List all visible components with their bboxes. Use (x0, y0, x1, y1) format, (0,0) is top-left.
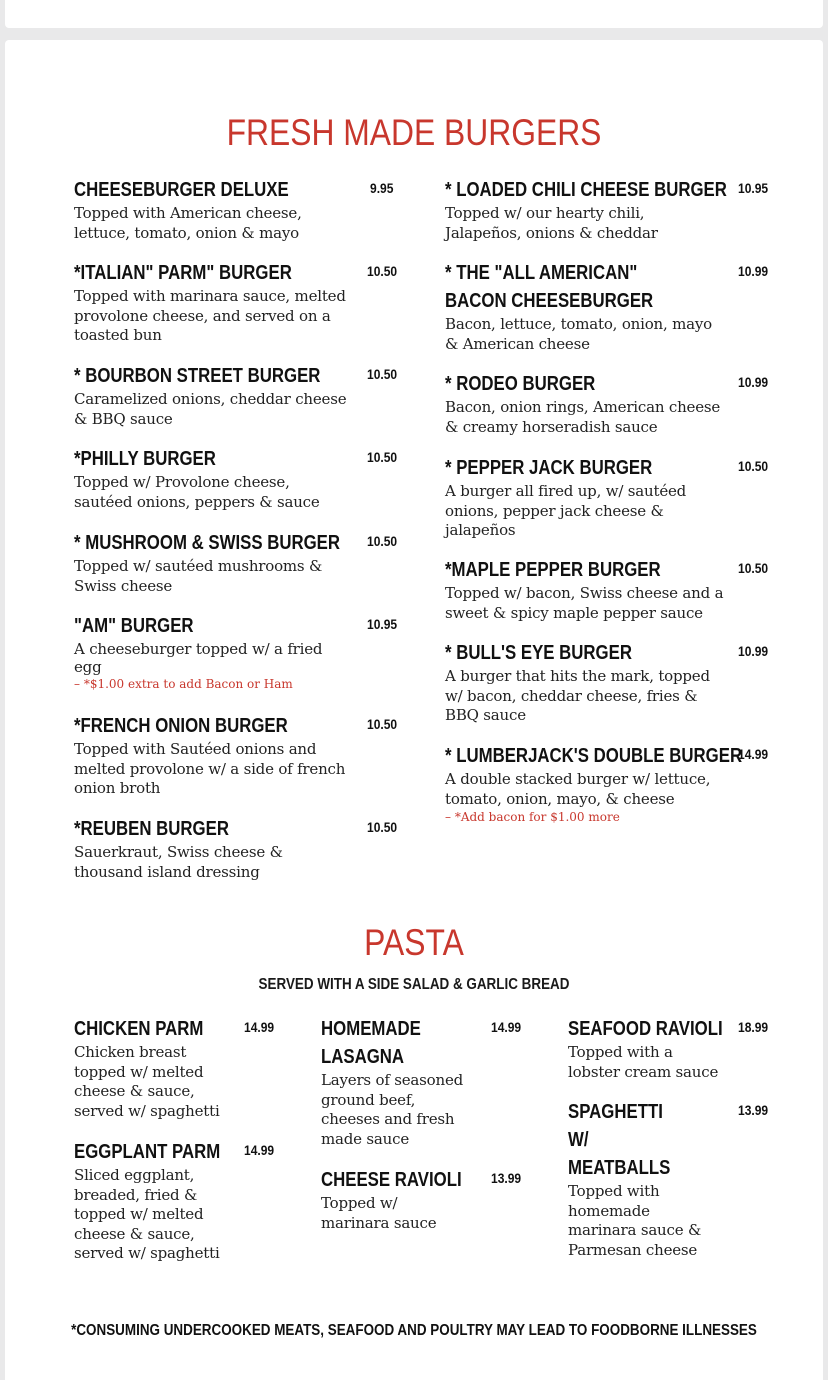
menu-item (74, 1015, 284, 1121)
menu-item (445, 556, 775, 623)
menu-item (74, 815, 404, 882)
menu-item (321, 1166, 531, 1233)
menu-item (74, 176, 404, 243)
item-price: 10.50 (367, 716, 398, 732)
item-name: *PHILLY BURGER (74, 448, 216, 470)
item-price: 10.50 (367, 366, 398, 382)
item-description: Bacon, onion rings, American cheese & creamy horseradish sauce (445, 398, 721, 436)
menu-item (445, 454, 775, 541)
item-description: Sauerkraut, Swiss cheese & thousand island dressing (74, 843, 283, 881)
item-price: 14.99 (738, 746, 769, 762)
item-price: 14.99 (244, 1019, 275, 1035)
item-price: 14.99 (491, 1019, 522, 1035)
pasta-section-title: PASTA (364, 922, 464, 963)
item-price: 10.50 (367, 819, 398, 835)
item-price: 10.99 (738, 374, 769, 390)
item-description: Caramelized onions, cheddar cheese & BBQ sauce (74, 390, 347, 428)
item-name: * THE "ALL AMERICAN" BACON CHEESEBURGER (445, 262, 654, 312)
item-description: Topped with American cheese, lettuce, tomato, onion & mayo (74, 204, 302, 242)
item-price: 13.99 (738, 1102, 769, 1118)
item-price: 10.50 (738, 458, 769, 474)
item-name: "AM" BURGER (74, 615, 194, 637)
item-description: Topped w/ sautéed mushrooms & Swiss cheese (74, 557, 323, 595)
item-price: 13.99 (491, 1170, 522, 1186)
item-price: 10.50 (367, 263, 398, 279)
menu-item (445, 742, 775, 825)
menu-item (74, 529, 404, 596)
item-description: Topped w/ Provolone cheese, sautéed onions, peppers & sauce (74, 473, 320, 511)
item-name: HOMEMADE LASAGNA (321, 1018, 421, 1068)
item-name: * LUMBERJACK'S DOUBLE BURGER (445, 745, 743, 767)
item-name: CHEESEBURGER DELUXE (74, 179, 289, 201)
menu-item (568, 1098, 778, 1260)
item-name: *ITALIAN" PARM" BURGER (74, 262, 292, 284)
menu-item (568, 1015, 778, 1082)
item-description: Topped w/ our hearty chili, Jalapeños, onions & cheddar (445, 204, 658, 242)
menu-item (74, 259, 404, 346)
item-description: A double stacked burger w/ lettuce, tomato, onion, mayo, & cheese (445, 770, 711, 808)
item-price: 10.50 (367, 449, 398, 465)
item-price: 10.50 (738, 560, 769, 576)
item-price: 10.99 (738, 643, 769, 659)
item-name: * PEPPER JACK BURGER (445, 457, 653, 479)
previous-page-edge (5, 0, 823, 28)
item-name: * MUSHROOM & SWISS BURGER (74, 532, 341, 554)
item-description: Topped w/ bacon, Swiss cheese and a sweet & spicy maple pepper sauce (445, 584, 724, 622)
item-description: Topped with a lobster cream sauce (568, 1043, 719, 1081)
item-name: CHEESE RAVIOLI (321, 1169, 462, 1191)
menu-item (74, 612, 404, 692)
item-note: – *Add bacon for $1.00 more (445, 810, 620, 824)
menu-item (445, 639, 775, 726)
item-name: * BULL'S EYE BURGER (445, 642, 632, 664)
menu-item (445, 370, 775, 437)
menu-item (445, 259, 775, 354)
item-description: A cheeseburger topped w/ a fried egg (74, 640, 323, 676)
item-name: *REUBEN BURGER (74, 818, 229, 840)
item-name: EGGPLANT PARM (74, 1141, 221, 1163)
item-name: *FRENCH ONION BURGER (74, 715, 288, 737)
item-price: 10.99 (738, 263, 769, 279)
item-description: Topped with homemade marinara sauce & Parmesan cheese (568, 1182, 702, 1259)
item-name: CHICKEN PARM (74, 1018, 204, 1040)
item-description: Topped with Sautéed onions and melted provolone w/ a side of french onion broth (74, 740, 346, 797)
item-price: 10.50 (367, 533, 398, 549)
menu-item (445, 176, 775, 243)
item-note: – *$1.00 extra to add Bacon or Ham (74, 677, 293, 691)
item-description: Chicken breast topped w/ melted cheese & sauce, served w/ spaghetti (74, 1043, 220, 1120)
menu-item (74, 445, 404, 512)
item-name: * RODEO BURGER (445, 373, 596, 395)
item-price: 14.99 (244, 1142, 275, 1158)
menu-item (321, 1015, 531, 1149)
item-description: Bacon, lettuce, tomato, onion, mayo & American cheese (445, 315, 713, 353)
item-name: SEAFOOD RAVIOLI (568, 1018, 723, 1040)
item-description: Sliced eggplant, breaded, fried & topped w/ melted cheese & sauce, served w/ spaghetti (74, 1166, 220, 1262)
item-price: 9.95 (370, 180, 394, 196)
food-safety-disclaimer: *CONSUMING UNDERCOOKED MEATS, SEAFOOD AND POULTRY MAY LEAD TO FOODBORNE ILLNESSES (71, 1322, 757, 1339)
item-description: Topped w/ marinara sauce (321, 1194, 437, 1232)
item-price: 10.95 (738, 180, 769, 196)
item-description: A burger that hits the mark, topped w/ bacon, cheddar cheese, fries & BBQ sauce (445, 667, 710, 724)
menu-item (74, 362, 404, 429)
item-name: *MAPLE PEPPER BURGER (445, 559, 661, 581)
menu-item (74, 712, 404, 799)
item-description: Layers of seasoned ground beef, cheeses and fresh made sauce (321, 1071, 464, 1148)
menu-item (74, 1138, 284, 1264)
item-price: 10.95 (367, 616, 398, 632)
item-price: 18.99 (738, 1019, 769, 1035)
burgers-section-title: FRESH MADE BURGERS (226, 112, 602, 153)
item-name: * LOADED CHILI CHEESE BURGER (445, 179, 727, 201)
item-description: A burger all fired up, w/ sautéed onions, pepper jack cheese & jalapeños (445, 482, 687, 539)
item-description: Topped with marinara sauce, melted provolone cheese, and served on a toasted bun (74, 287, 346, 344)
item-name: SPAGHETTI W/ MEATBALLS (568, 1101, 671, 1179)
item-name: * BOURBON STREET BURGER (74, 365, 321, 387)
pasta-subtitle: SERVED WITH A SIDE SALAD & GARLIC BREAD (258, 976, 570, 993)
